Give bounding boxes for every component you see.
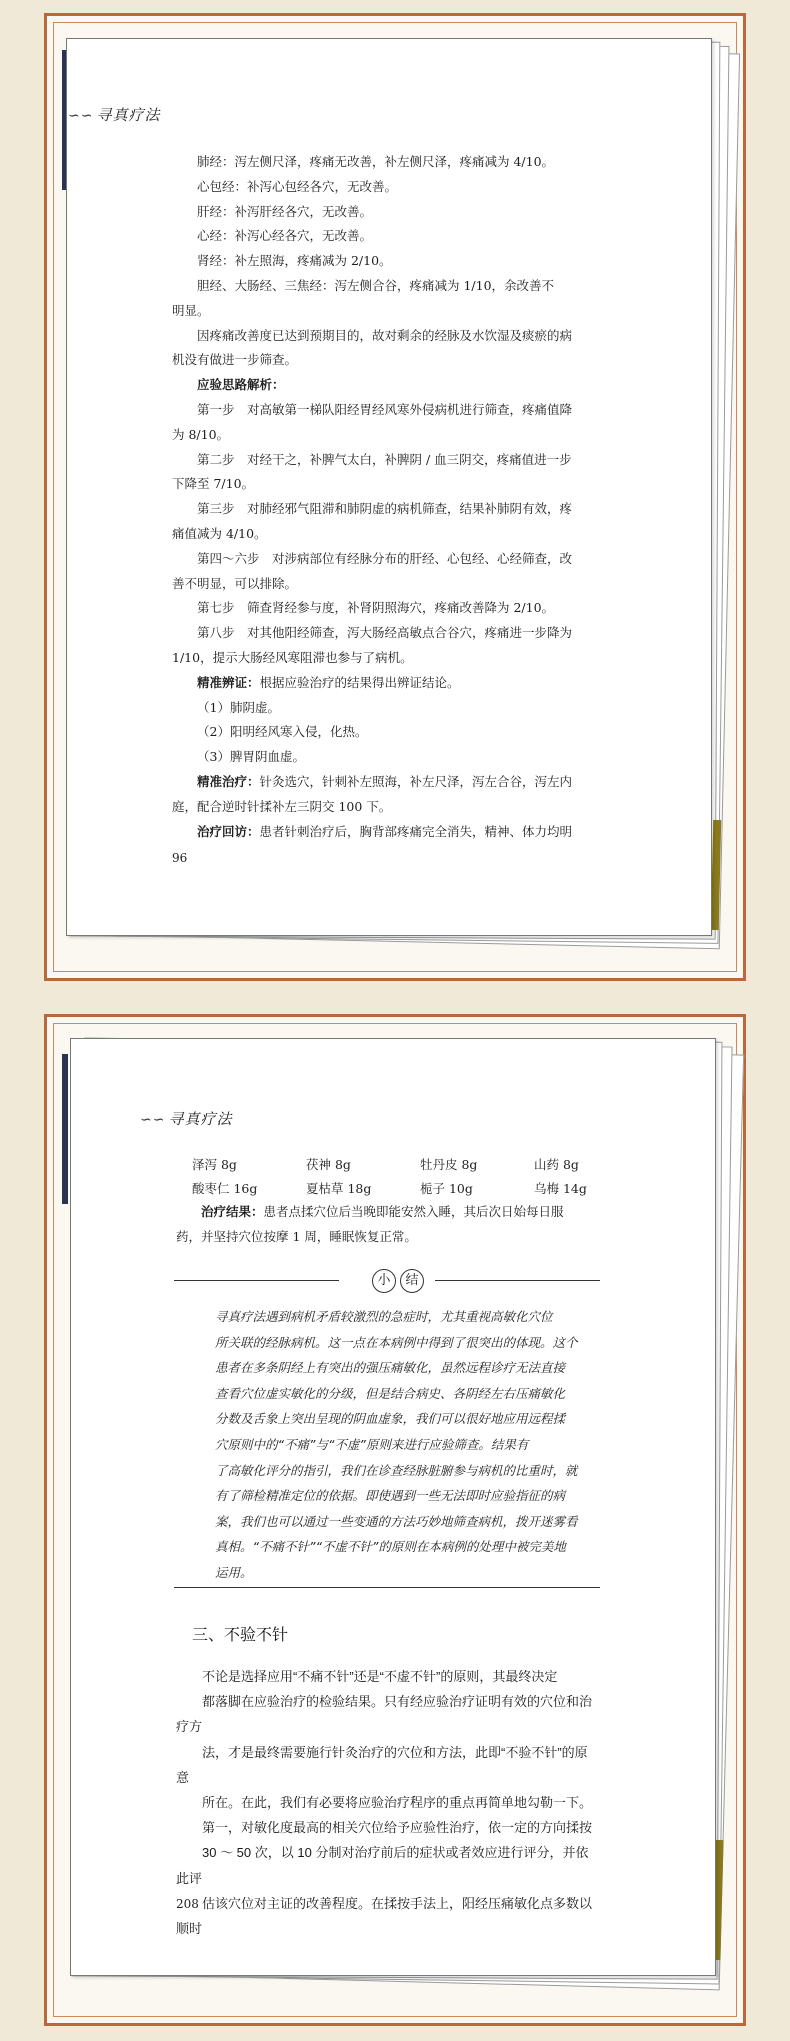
text-line: 穴原则中的“不痛”与“不虚”原则来进行应验筛查。结果有 [215,1436,529,1452]
running-head: ∽∽ 寻真疗法 [68,106,161,124]
line-text: 根据应验治疗的结果得出辨证结论。 [259,674,460,690]
page-number: 96 [172,851,188,865]
text-line: 第一步 对高敏第一梯队阳经胃经风寒外侵病机进行筛查，疼痛值降 [197,401,573,417]
herb-item: 栀子 10g [420,1181,473,1196]
text-line: 所在。在此，我们有必要将应验治疗程序的重点再简单地勾勒一下。 [202,1795,593,1811]
text-line: 善不明显，可以排除。 [172,575,298,591]
divider [174,1280,339,1281]
text-line [172,671,602,696]
running-head: ∽∽ 寻真疗法 [140,1110,233,1128]
text-line: 不论是选择应用“不痛不针”还是“不虚不针”的原则，其最终决定 [202,1669,558,1684]
text-line: 第七步 筛查肾经参与度，补肾阴照海穴，疼痛改善降为 2/10。 [197,600,555,616]
text-line: 肝经：补泻肝经各穴，无改善。 [197,203,373,219]
divider [174,1587,600,1588]
herb-item: 山药 8g [534,1157,579,1172]
bold-label: 精准辨证： [197,674,260,690]
text-line: 下降至 7/10。 [172,476,255,492]
text-line: 估该穴位对主证的改善程度。在揉按手法上，阳经压痛敏化点多数以顺时 [176,1895,593,1937]
text-line: 30 ～ 50 次，以 10 分制对治疗前后的症状或者效应进行评分，并依此评 [176,1845,589,1886]
herb-item: 夏枯草 18g [306,1181,372,1196]
text-line: 机没有做进一步筛查。 [172,352,298,368]
text-line: 案，我们也可以通过一些变通的方法巧妙地筛查病机，拨开迷雾看 [215,1513,578,1529]
text-line: 痛值减为 4/10。 [172,525,267,541]
herb-item: 牡丹皮 8g [420,1157,478,1172]
text-line: 寻真疗法遇到病机矛盾较激烈的急症时，尤其重视高敏化穴位 [215,1309,553,1324]
herb-row [192,1177,648,1201]
text-line: 心包经：补泻心包经各穴，无改善。 [197,178,398,194]
text-line: 第八步 对其他阳经筛查，泻大肠经高敏点合谷穴，疼痛进一步降为 [197,625,573,641]
herb-item: 茯神 8g [306,1157,351,1172]
page-96-body-text [172,150,602,844]
bold-label: 治疗回访： [197,823,260,839]
text-line: 第二步 对经干之，补脾气太白，补脾阴 / 血三阴交，疼痛值进一步 [197,451,572,467]
swirl-ornament-icon: ∽∽ [68,108,94,124]
text-line: 为 8/10。 [172,426,230,442]
text-line [172,820,602,845]
text-line: 心经：补泻心经各穴，无改善。 [197,228,373,244]
text-line: 明显。 [172,302,210,318]
summary-title-char: 结 [400,1269,424,1293]
section-body [176,1664,600,1941]
text-line: 应验思路解析： [197,377,285,393]
text-line: 查看穴位虚实敏化的分级，但是结合病史、各阴经左右压痛敏化 [215,1385,566,1401]
text-line: 肾经：补左照海，疼痛减为 2/10。 [197,253,392,269]
herb-item: 酸枣仁 16g [192,1181,258,1196]
text-line: 都落脚在应验治疗的检验结果。只有经应验治疗证明有效的穴位和治疗方 [176,1694,593,1735]
text-line: 第一，对敏化度最高的相关穴位给予应验性治疗，依一定的方向揉按 [202,1820,593,1836]
book-spine [62,1054,68,1204]
summary-title-char: 小 [372,1269,396,1293]
text-line [172,770,602,795]
result-text: 药，并坚持穴位按摩 1 周，睡眠恢复正常。 [176,1228,417,1244]
text-line: 法，才是最终需要施行针灸治疗的穴位和方法，此即“不验不针”的原意 [176,1744,588,1785]
text-line: 肺经：泻左侧尺泽，疼痛无改善，补左侧尺泽，疼痛减为 4/10。 [197,154,555,169]
treatment-result [176,1200,600,1250]
text-line: （3）脾胃阴血虚。 [197,749,305,765]
text-line: 第三步 对肺经邪气阻滞和肺阴虚的病机筛查，结果补肺阴有效，疼 [197,501,573,517]
herb-list [192,1153,648,1201]
text-line: 有了筛检精准定位的依据。即使遇到一些无法即时应验指征的病 [215,1488,566,1504]
text-line: 因疼痛改善度已达到预期目的，故对剩余的经脉及水饮湿及痰瘀的病 [197,327,573,343]
herb-item: 泽泻 8g [192,1157,237,1172]
result-label: 治疗结果： [201,1204,264,1219]
text-line: 分数及舌象上突出呈现的阴血虚象，我们可以很好地应用远程揉 [215,1411,566,1427]
summary-heading [174,1269,600,1291]
bold-label: 精准治疗： [197,773,260,789]
summary-body [190,1304,590,1586]
text-line: 庭，配合逆时针揉补左三阴交 100 下。 [172,798,392,814]
text-line: 运用。 [215,1564,253,1580]
herb-row [192,1153,648,1177]
swirl-ornament-icon: ∽∽ [140,1112,166,1128]
text-line: 所关联的经脉病机。这一点在本病例中得到了很突出的体现。这个 [215,1334,578,1350]
text-line: 胆经、大肠经、三焦经：泻左侧合谷，疼痛减为 1/10，余改善不 [197,277,555,293]
line-text: 针灸选穴，针刺补左照海，补左尺泽，泻左合谷，泻左内 [259,773,573,789]
herb-item: 乌梅 14g [534,1181,587,1196]
text-line: 了高敏化评分的指引，我们在诊查经脉脏腑参与病机的比重时，就 [215,1462,578,1478]
text-line: 第四～六步 对涉病部位有经脉分布的肝经、心包经、心经筛查，改 [197,550,573,566]
text-line: 患者在多条阴经上有突出的强压痛敏化，虽然远程诊疗无法直接 [215,1360,566,1376]
text-line: （1）肺阴虚。 [197,699,280,715]
line-text: 患者针刺治疗后，胸背部疼痛完全消失，精神、体力均明 [259,823,573,839]
divider [435,1280,600,1281]
text-line: 1/10，提示大肠经风寒阻滞也参与了病机。 [172,649,413,665]
section-heading: 三、不验不针 [192,1627,289,1644]
text-line: 真相。“不痛不针”“不虚不针”的原则在本病例的处理中被完美地 [215,1539,566,1555]
text-line: （2）阳明经风寒入侵，化热。 [197,724,368,740]
result-text: 患者点揉穴位后当晚即能安然入睡，其后次日始每日服 [263,1204,564,1219]
page-number: 208 [176,1897,199,1911]
